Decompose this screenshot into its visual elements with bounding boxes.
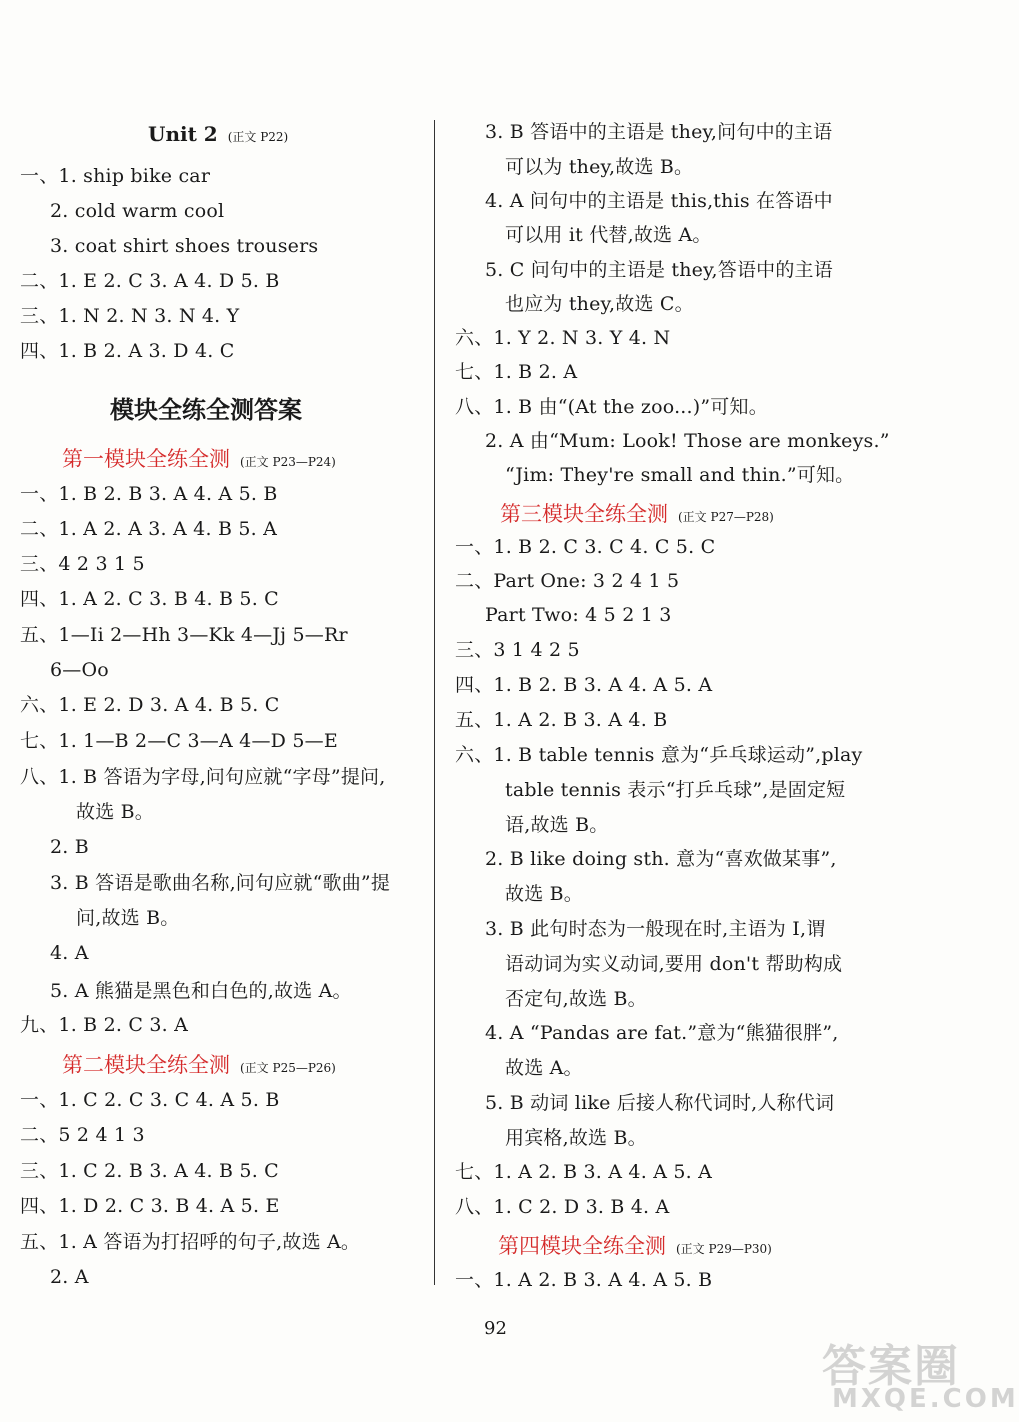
answer-line: 5. A 熊猫是黑色和白色的,故选 A。 xyxy=(50,980,352,1002)
answer-line: 二、1. E 2. C 3. A 4. D 5. B xyxy=(20,270,280,292)
answer-line: 三、1. C 2. B 3. A 4. B 5. C xyxy=(20,1160,279,1182)
unit2-heading xyxy=(148,122,288,146)
module4-title: 第四模块全练全测 xyxy=(498,1234,666,1258)
answer-line: 6—Oo xyxy=(50,659,109,681)
answer-line: “Jim: They're small and thin.”可知。 xyxy=(505,464,855,486)
module3-title: 第三模块全练全测 xyxy=(500,502,668,526)
answer-line: 4. A 问句中的主语是 this,this 在答语中 xyxy=(485,190,833,212)
answer-line: 4. A xyxy=(50,942,89,964)
answer-line: 七、1. B 2. A xyxy=(455,361,578,383)
answer-line: 七、1. A 2. B 3. A 4. A 5. A xyxy=(455,1161,713,1183)
answer-line: 三、1. N 2. N 3. N 4. Y xyxy=(20,305,240,327)
answer-line: 一、1. B 2. C 3. C 4. C 5. C xyxy=(455,536,716,558)
answer-line: 5. B 动词 like 后接人称代词时,人称代词 xyxy=(485,1092,835,1114)
answer-line: 二、1. A 2. A 3. A 4. B 5. A xyxy=(20,518,278,540)
answer-line: 3. B 答语是歌曲名称,问句应就“歌曲”提 xyxy=(50,872,391,894)
answer-line: 六、1. E 2. D 3. A 4. B 5. C xyxy=(20,694,280,716)
column-divider xyxy=(434,120,435,1285)
watermark-logo xyxy=(812,1330,1019,1420)
answer-line: 语动词为实义动词,要用 don't 帮助构成 xyxy=(505,953,843,975)
answer-line: 一、1. B 2. B 3. A 4. A 5. B xyxy=(20,483,278,505)
module3-ref: (正文 P27—P28) xyxy=(678,510,774,524)
answer-line: 五、1. A 2. B 3. A 4. B xyxy=(455,709,668,731)
answer-line: 四、1. D 2. C 3. B 4. A 5. E xyxy=(20,1195,280,1217)
answer-line: 用宾格,故选 B。 xyxy=(505,1127,647,1149)
answer-line: 故选 B。 xyxy=(76,801,155,823)
answer-line: 2. A 由“Mum: Look! Those are monkeys.” xyxy=(485,430,890,452)
answer-line: 4. A “Pandas are fat.”意为“熊猫很胖”, xyxy=(485,1022,839,1044)
answer-line: 九、1. B 2. C 3. A xyxy=(20,1014,189,1036)
answer-line: 2. B like doing sth. 意为“喜欢做某事”, xyxy=(485,848,837,870)
answer-line: 3. B 此句时态为一般现在时,主语为 I,谓 xyxy=(485,918,826,940)
page-number: 92 xyxy=(484,1318,507,1339)
answer-line: 否定句,故选 B。 xyxy=(505,988,647,1010)
answer-line: 五、1. A 答语为打招呼的句子,故选 A。 xyxy=(20,1231,361,1253)
answer-line: 三、4 2 3 1 5 xyxy=(20,553,145,575)
module4-heading xyxy=(498,1230,772,1260)
module1-title: 第一模块全练全测 xyxy=(62,447,230,471)
answer-line: 六、1. Y 2. N 3. Y 4. N xyxy=(455,327,671,349)
answer-line: 一、1. C 2. C 3. C 4. A 5. B xyxy=(20,1089,280,1111)
unit2-ref: (正文 P22) xyxy=(227,130,289,144)
answer-line: 二、Part One: 3 2 4 1 5 xyxy=(455,570,680,592)
module1-heading xyxy=(62,443,336,473)
answer-line: 3. coat shirt shoes trousers xyxy=(50,235,319,257)
watermark-site: MXQE.COM xyxy=(832,1384,1019,1414)
module3-heading xyxy=(500,498,774,528)
answer-line: 3. B 答语中的主语是 they,问句中的主语 xyxy=(485,121,833,143)
answer-line: 一、1. ship bike car xyxy=(20,165,211,187)
answer-line: 二、5 2 4 1 3 xyxy=(20,1124,145,1146)
answer-line: 八、1. C 2. D 3. B 4. A xyxy=(455,1196,670,1218)
answer-line: 可以用 it 代替,故选 A。 xyxy=(505,224,712,246)
answer-line: Part Two: 4 5 2 1 3 xyxy=(485,604,672,626)
module2-ref: (正文 P25—P26) xyxy=(240,1061,336,1075)
module2-title: 第二模块全练全测 xyxy=(62,1053,230,1077)
answer-line: 四、1. B 2. B 3. A 4. A 5. A xyxy=(455,674,713,696)
answer-line: 四、1. A 2. C 3. B 4. B 5. C xyxy=(20,588,279,610)
watermark-main: 答案圈 xyxy=(822,1341,960,1392)
answer-line: 故选 B。 xyxy=(505,883,584,905)
answer-line: 六、1. B table tennis 意为“乒乓球运动”,play xyxy=(455,744,863,766)
answer-line: 五、1—Ii 2—Hh 3—Kk 4—Jj 5—Rr xyxy=(20,624,348,646)
answer-line: 问,故选 B。 xyxy=(76,907,180,929)
module1-ref: (正文 P23—P24) xyxy=(240,455,336,469)
answer-line: 语,故选 B。 xyxy=(505,814,609,836)
answer-line: 一、1. A 2. B 3. A 4. A 5. B xyxy=(455,1269,713,1291)
answer-line: 三、3 1 4 2 5 xyxy=(455,639,580,661)
answer-line: 七、1. 1—B 2—C 3—A 4—D 5—E xyxy=(20,730,338,752)
module4-ref: (正文 P29—P30) xyxy=(676,1242,772,1256)
answer-line: 四、1. B 2. A 3. D 4. C xyxy=(20,340,235,362)
section-main-title: 模块全练全测答案 xyxy=(110,396,302,424)
answer-line: 2. B xyxy=(50,836,89,858)
answer-line: 八、1. B 由“(At the zoo...)”可知。 xyxy=(455,396,768,418)
answer-line: 2. A xyxy=(50,1266,89,1288)
answer-line: 也应为 they,故选 C。 xyxy=(505,293,694,315)
answer-line: table tennis 表示“打乒乓球”,是固定短 xyxy=(505,779,846,801)
answer-line: 2. cold warm cool xyxy=(50,200,225,222)
module2-heading xyxy=(62,1049,336,1079)
answer-line: 八、1. B 答语为字母,问句应就“字母”提问, xyxy=(20,766,386,788)
unit2-title: Unit 2 xyxy=(148,122,218,146)
answer-line: 可以为 they,故选 B。 xyxy=(505,156,694,178)
answer-line: 故选 A。 xyxy=(505,1057,583,1079)
answer-line: 5. C 问句中的主语是 they,答语中的主语 xyxy=(485,259,833,281)
